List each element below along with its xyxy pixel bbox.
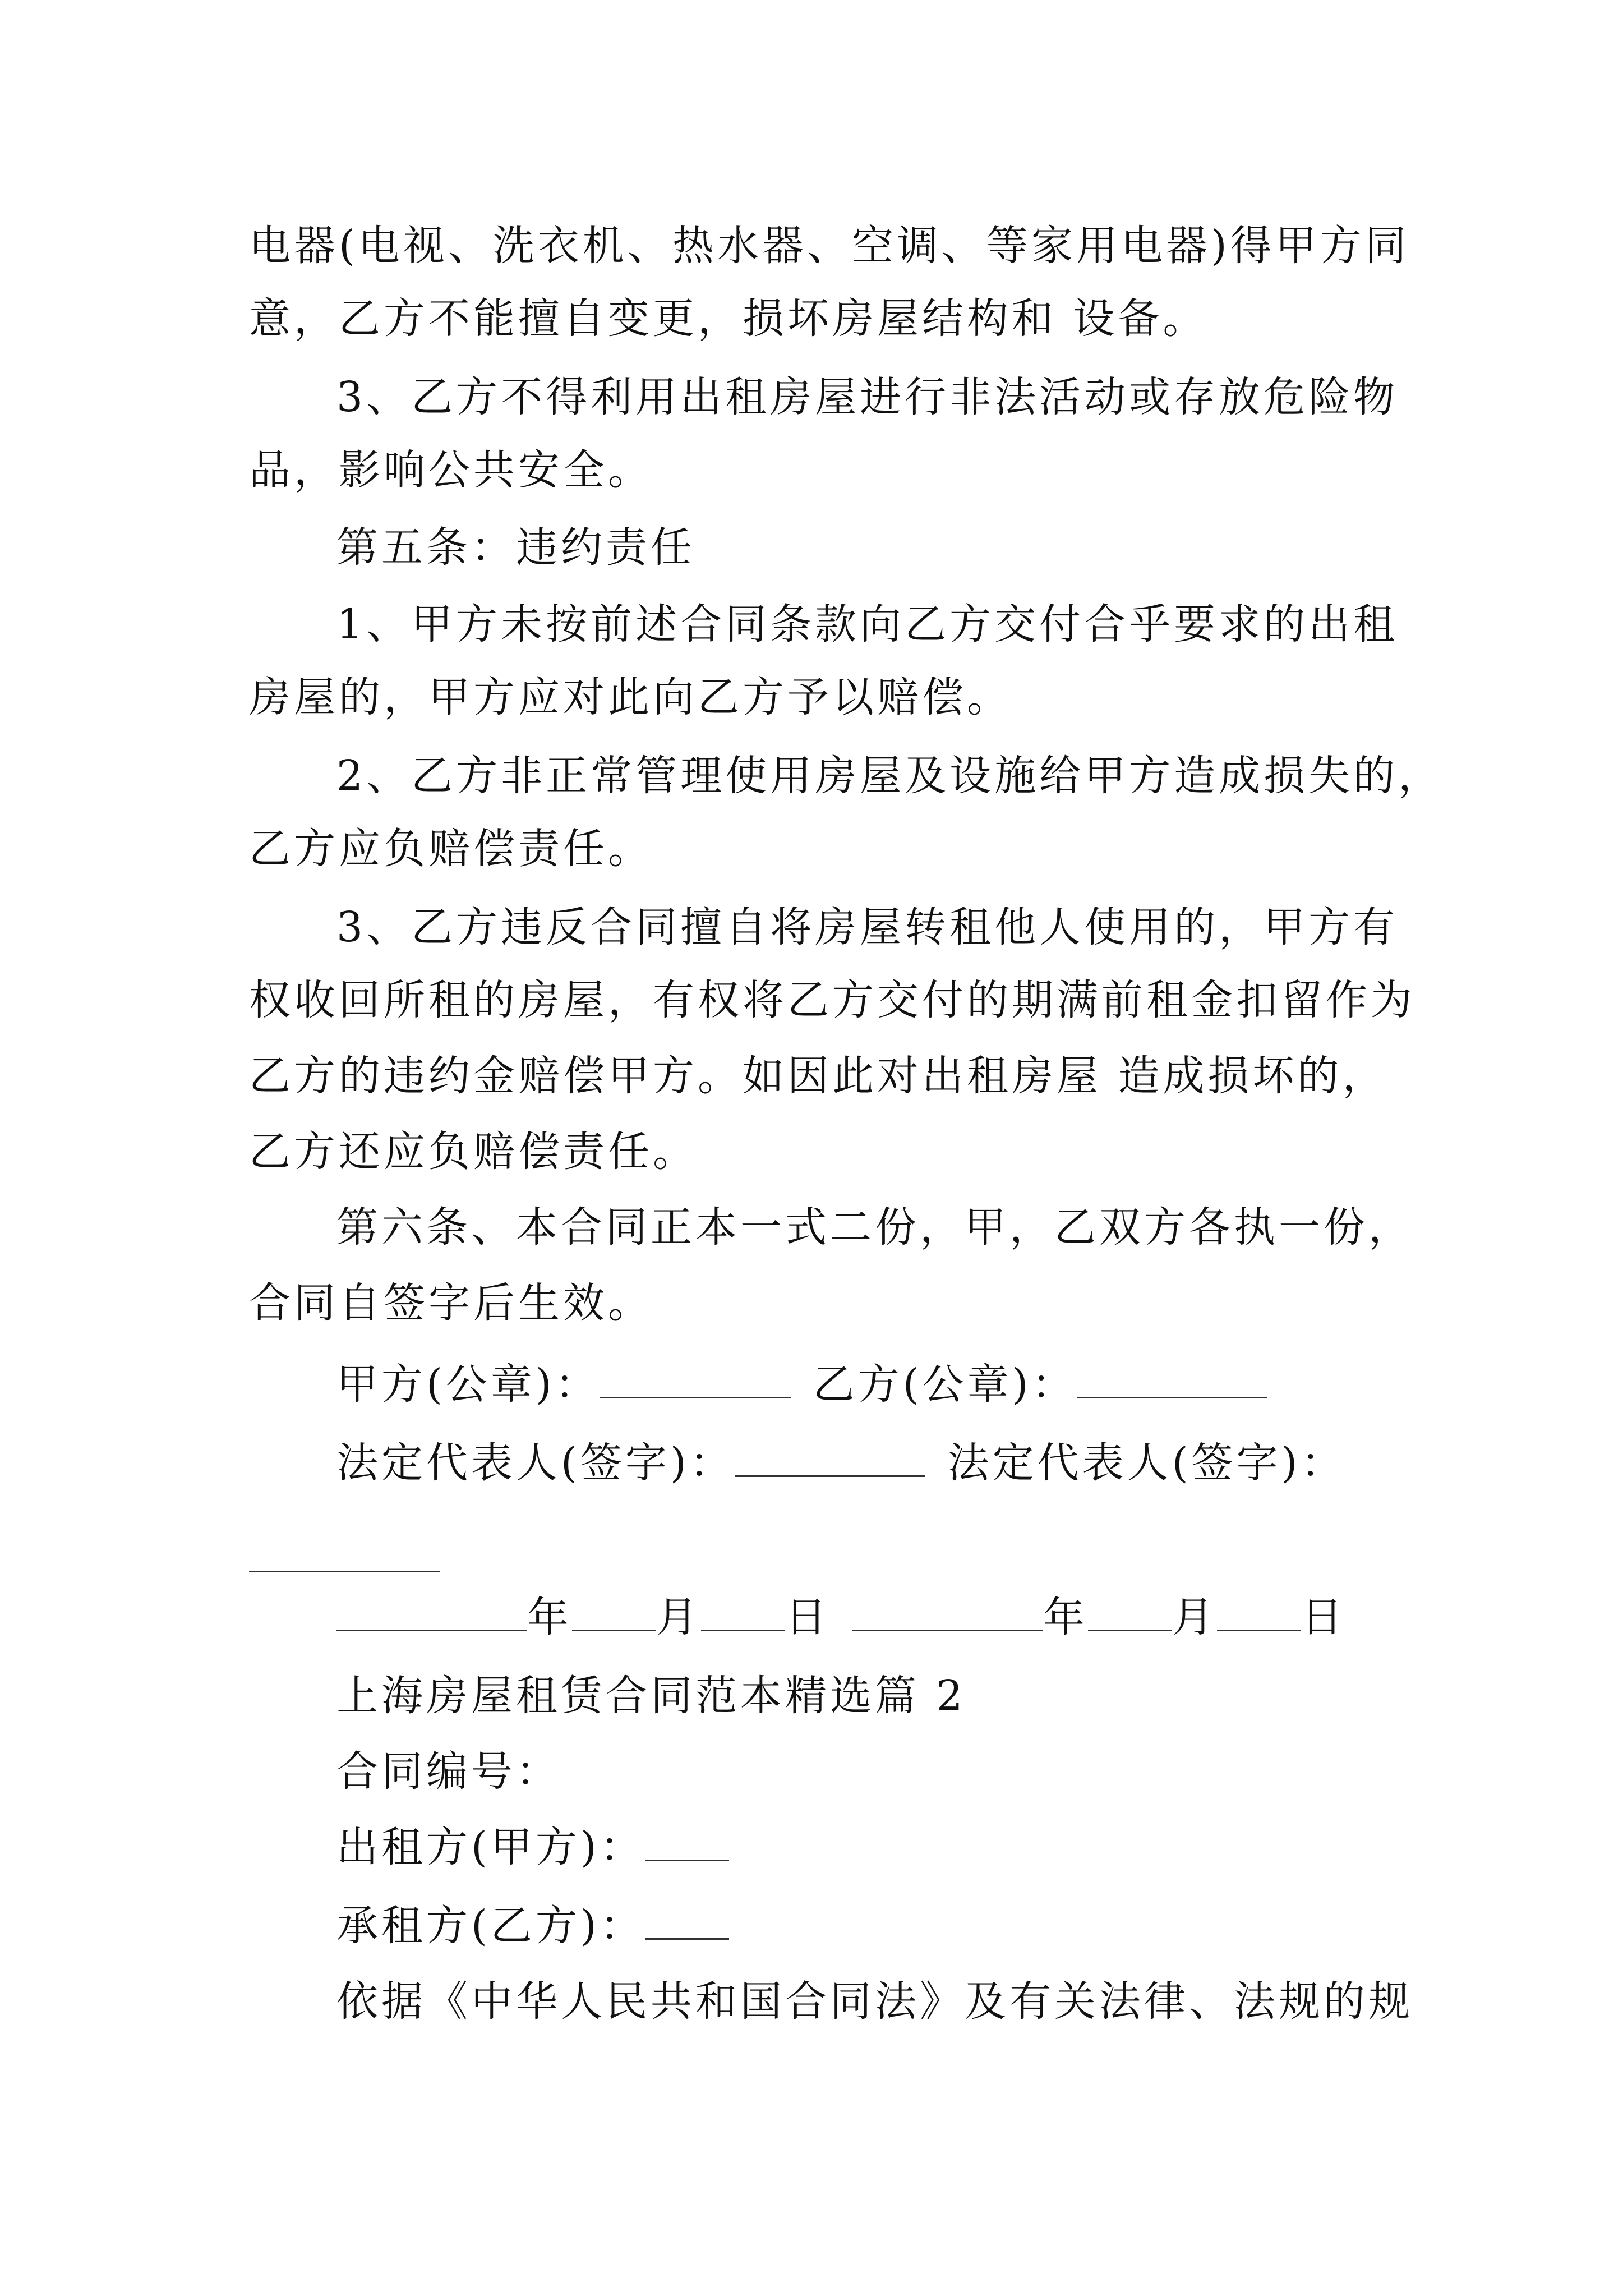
paragraph-line: 乙方的违约金赔偿甲方。如因此对出租房屋 造成损坏的， [249, 1052, 1387, 1100]
lessee-label: 承租方(乙方)： [336, 1902, 645, 1950]
month-label: 月 [656, 1593, 701, 1641]
seal-line [336, 1358, 1267, 1411]
paragraph-line: 3、乙方不得利用出租房屋进行非法活动或存放危险物 [336, 373, 1399, 421]
section-heading: 第五条：违约责任 [336, 523, 695, 572]
rep-a-label: 法定代表人(签字)： [336, 1439, 735, 1487]
paragraph-line: 房屋的，甲方应对此向乙方予以赔偿。 [249, 673, 1012, 721]
paragraph-line: 乙方应负赔偿责任。 [249, 825, 653, 873]
month-label: 月 [1172, 1593, 1217, 1641]
lessor-line [336, 1820, 729, 1874]
lessee-blank [645, 1907, 729, 1940]
month-a-blank [572, 1598, 656, 1631]
year-label: 年 [1043, 1593, 1088, 1641]
paragraph-line: 2、乙方非正常管理使用房屋及设施给甲方造成损失的， [336, 752, 1444, 800]
paragraph-line: 意，乙方不能擅自变更，损坏房屋结构和 设备。 [249, 295, 1208, 343]
party-a-seal-label: 甲方(公章)： [336, 1360, 600, 1409]
rep-a-blank [735, 1444, 925, 1477]
year-label: 年 [527, 1593, 572, 1641]
paragraph-line: 依据《中华人民共和国合同法》及有关法律、法规的规 [336, 1977, 1413, 2026]
paragraph-line: 3、乙方违反合同擅自将房屋转租他人使用的，甲方有 [336, 903, 1399, 951]
rep-b-label: 法定代表人(签字)： [947, 1439, 1346, 1487]
lessor-blank [645, 1828, 729, 1861]
day-label: 日 [1301, 1593, 1346, 1641]
contract-number-label: 合同编号： [336, 1747, 561, 1796]
paragraph-line: 第六条、本合同正本一式二份，甲，乙双方各执一份， [336, 1203, 1413, 1251]
month-b-blank [1088, 1598, 1172, 1631]
day-b-blank [1217, 1598, 1301, 1631]
paragraph-line: 合同自签字后生效。 [249, 1279, 653, 1327]
paragraph-line: 权收回所租的房屋，有权将乙方交付的期满前租金扣留作为 [249, 976, 1415, 1024]
paragraph-line: 品，影响公共安全。 [249, 446, 653, 494]
lessor-label: 出租方(甲方)： [336, 1823, 645, 1871]
day-label: 日 [785, 1593, 830, 1641]
party-a-seal-blank [600, 1365, 791, 1398]
lessee-line [336, 1899, 729, 1953]
year-a-blank [336, 1598, 527, 1631]
section-title: 上海房屋租赁合同范本精选篇 2 [336, 1672, 966, 1720]
representative-line [336, 1436, 1346, 1490]
year-b-blank [852, 1598, 1043, 1631]
date-line [336, 1590, 1346, 1644]
day-a-blank [701, 1598, 785, 1631]
paragraph-line: 1、甲方未按前述合同条款向乙方交付合乎要求的出租 [336, 600, 1399, 648]
party-b-seal-blank [1077, 1365, 1267, 1398]
party-b-seal-label: 乙方(公章)： [813, 1360, 1077, 1409]
rep-b-blank [249, 1571, 440, 1572]
paragraph-line: 乙方还应负赔偿责任。 [249, 1128, 698, 1176]
paragraph-line: 电器(电视、洗衣机、热水器、空调、等家用电器)得甲方同 [249, 222, 1410, 270]
